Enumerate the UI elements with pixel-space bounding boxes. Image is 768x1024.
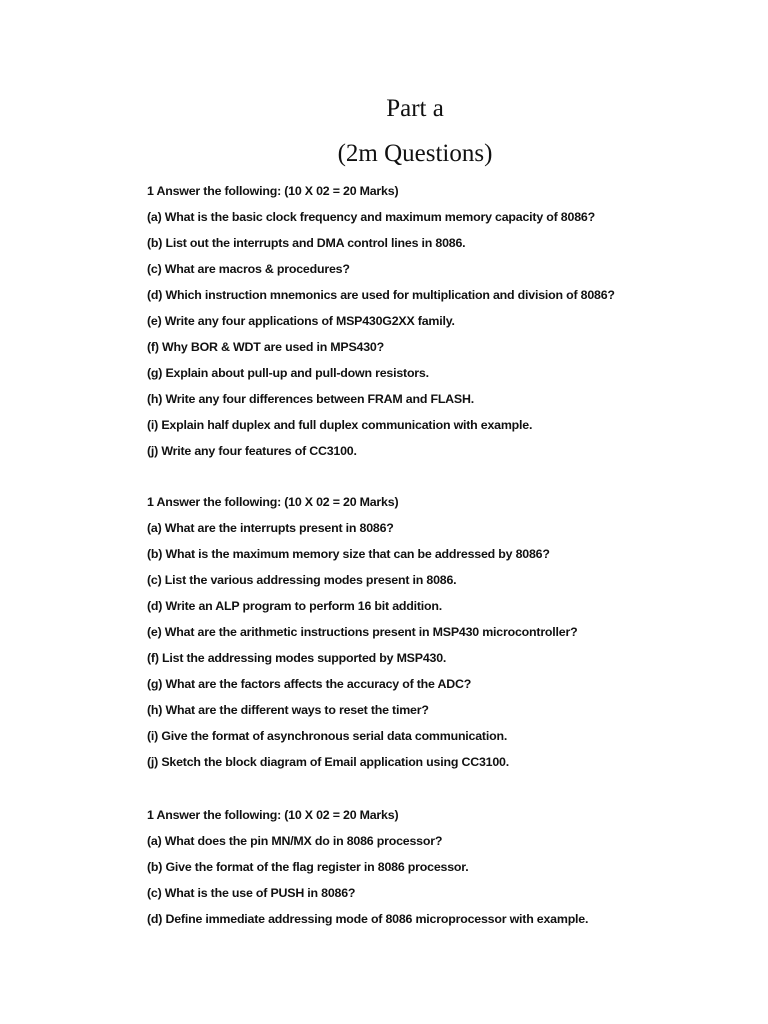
question-item: (i) Explain half duplex and full duplex communication with example. xyxy=(147,418,533,432)
question-item: (h) Write any four differences between FRAM and FLASH. xyxy=(147,392,474,406)
question-section-3 xyxy=(147,802,747,932)
section-heading: 1 Answer the following: (10 X 02 = 20 Marks) xyxy=(147,495,399,509)
question-item: (a) What is the basic clock frequency and maximum memory capacity of 8086? xyxy=(147,210,595,224)
question-item: (c) What are macros & procedures? xyxy=(147,262,350,276)
part-title: Part a xyxy=(386,95,444,122)
question-item: (j) Sketch the block diagram of Email application using CC3100. xyxy=(147,755,509,769)
question-item: (c) List the various addressing modes present in 8086. xyxy=(147,573,457,587)
question-section-1 xyxy=(147,178,747,464)
question-item: (f) List the addressing modes supported by MSP430. xyxy=(147,651,447,665)
question-item: (g) What are the factors affects the accuracy of the ADC? xyxy=(147,677,472,691)
question-item: (f) Why BOR & WDT are used in MPS430? xyxy=(147,340,384,354)
question-item: (a) What does the pin MN/MX do in 8086 processor? xyxy=(147,834,443,848)
question-item: (a) What are the interrupts present in 8086? xyxy=(147,521,394,535)
question-item: (j) Write any four features of CC3100. xyxy=(147,444,357,458)
question-item: (e) Write any four applications of MSP430G2XX family. xyxy=(147,314,455,328)
question-section-2 xyxy=(147,489,747,775)
question-item: (g) Explain about pull-up and pull-down resistors. xyxy=(147,366,429,380)
question-list xyxy=(147,828,747,932)
question-item: (d) Write an ALP program to perform 16 bit addition. xyxy=(147,599,443,613)
question-item: (b) List out the interrupts and DMA control lines in 8086. xyxy=(147,236,466,250)
question-item: (c) What is the use of PUSH in 8086? xyxy=(147,886,356,900)
section-heading: 1 Answer the following: (10 X 02 = 20 Marks) xyxy=(147,808,399,822)
question-item: (d) Which instruction mnemonics are used for multiplication and division of 8086? xyxy=(147,288,615,302)
question-list xyxy=(147,515,747,775)
question-item: (e) What are the arithmetic instructions present in MSP430 microcontroller? xyxy=(147,625,578,639)
question-list xyxy=(147,204,747,464)
question-item: (b) What is the maximum memory size that can be addressed by 8086? xyxy=(147,547,550,561)
question-item: (i) Give the format of asynchronous serial data communication. xyxy=(147,729,508,743)
section-heading: 1 Answer the following: (10 X 02 = 20 Marks) xyxy=(147,184,399,198)
question-item: (d) Define immediate addressing mode of 8086 microprocessor with example. xyxy=(147,912,589,926)
question-item: (b) Give the format of the flag register in 8086 processor. xyxy=(147,860,469,874)
question-item: (h) What are the different ways to reset the timer? xyxy=(147,703,429,717)
questions-subtitle: (2m Questions) xyxy=(337,140,493,167)
